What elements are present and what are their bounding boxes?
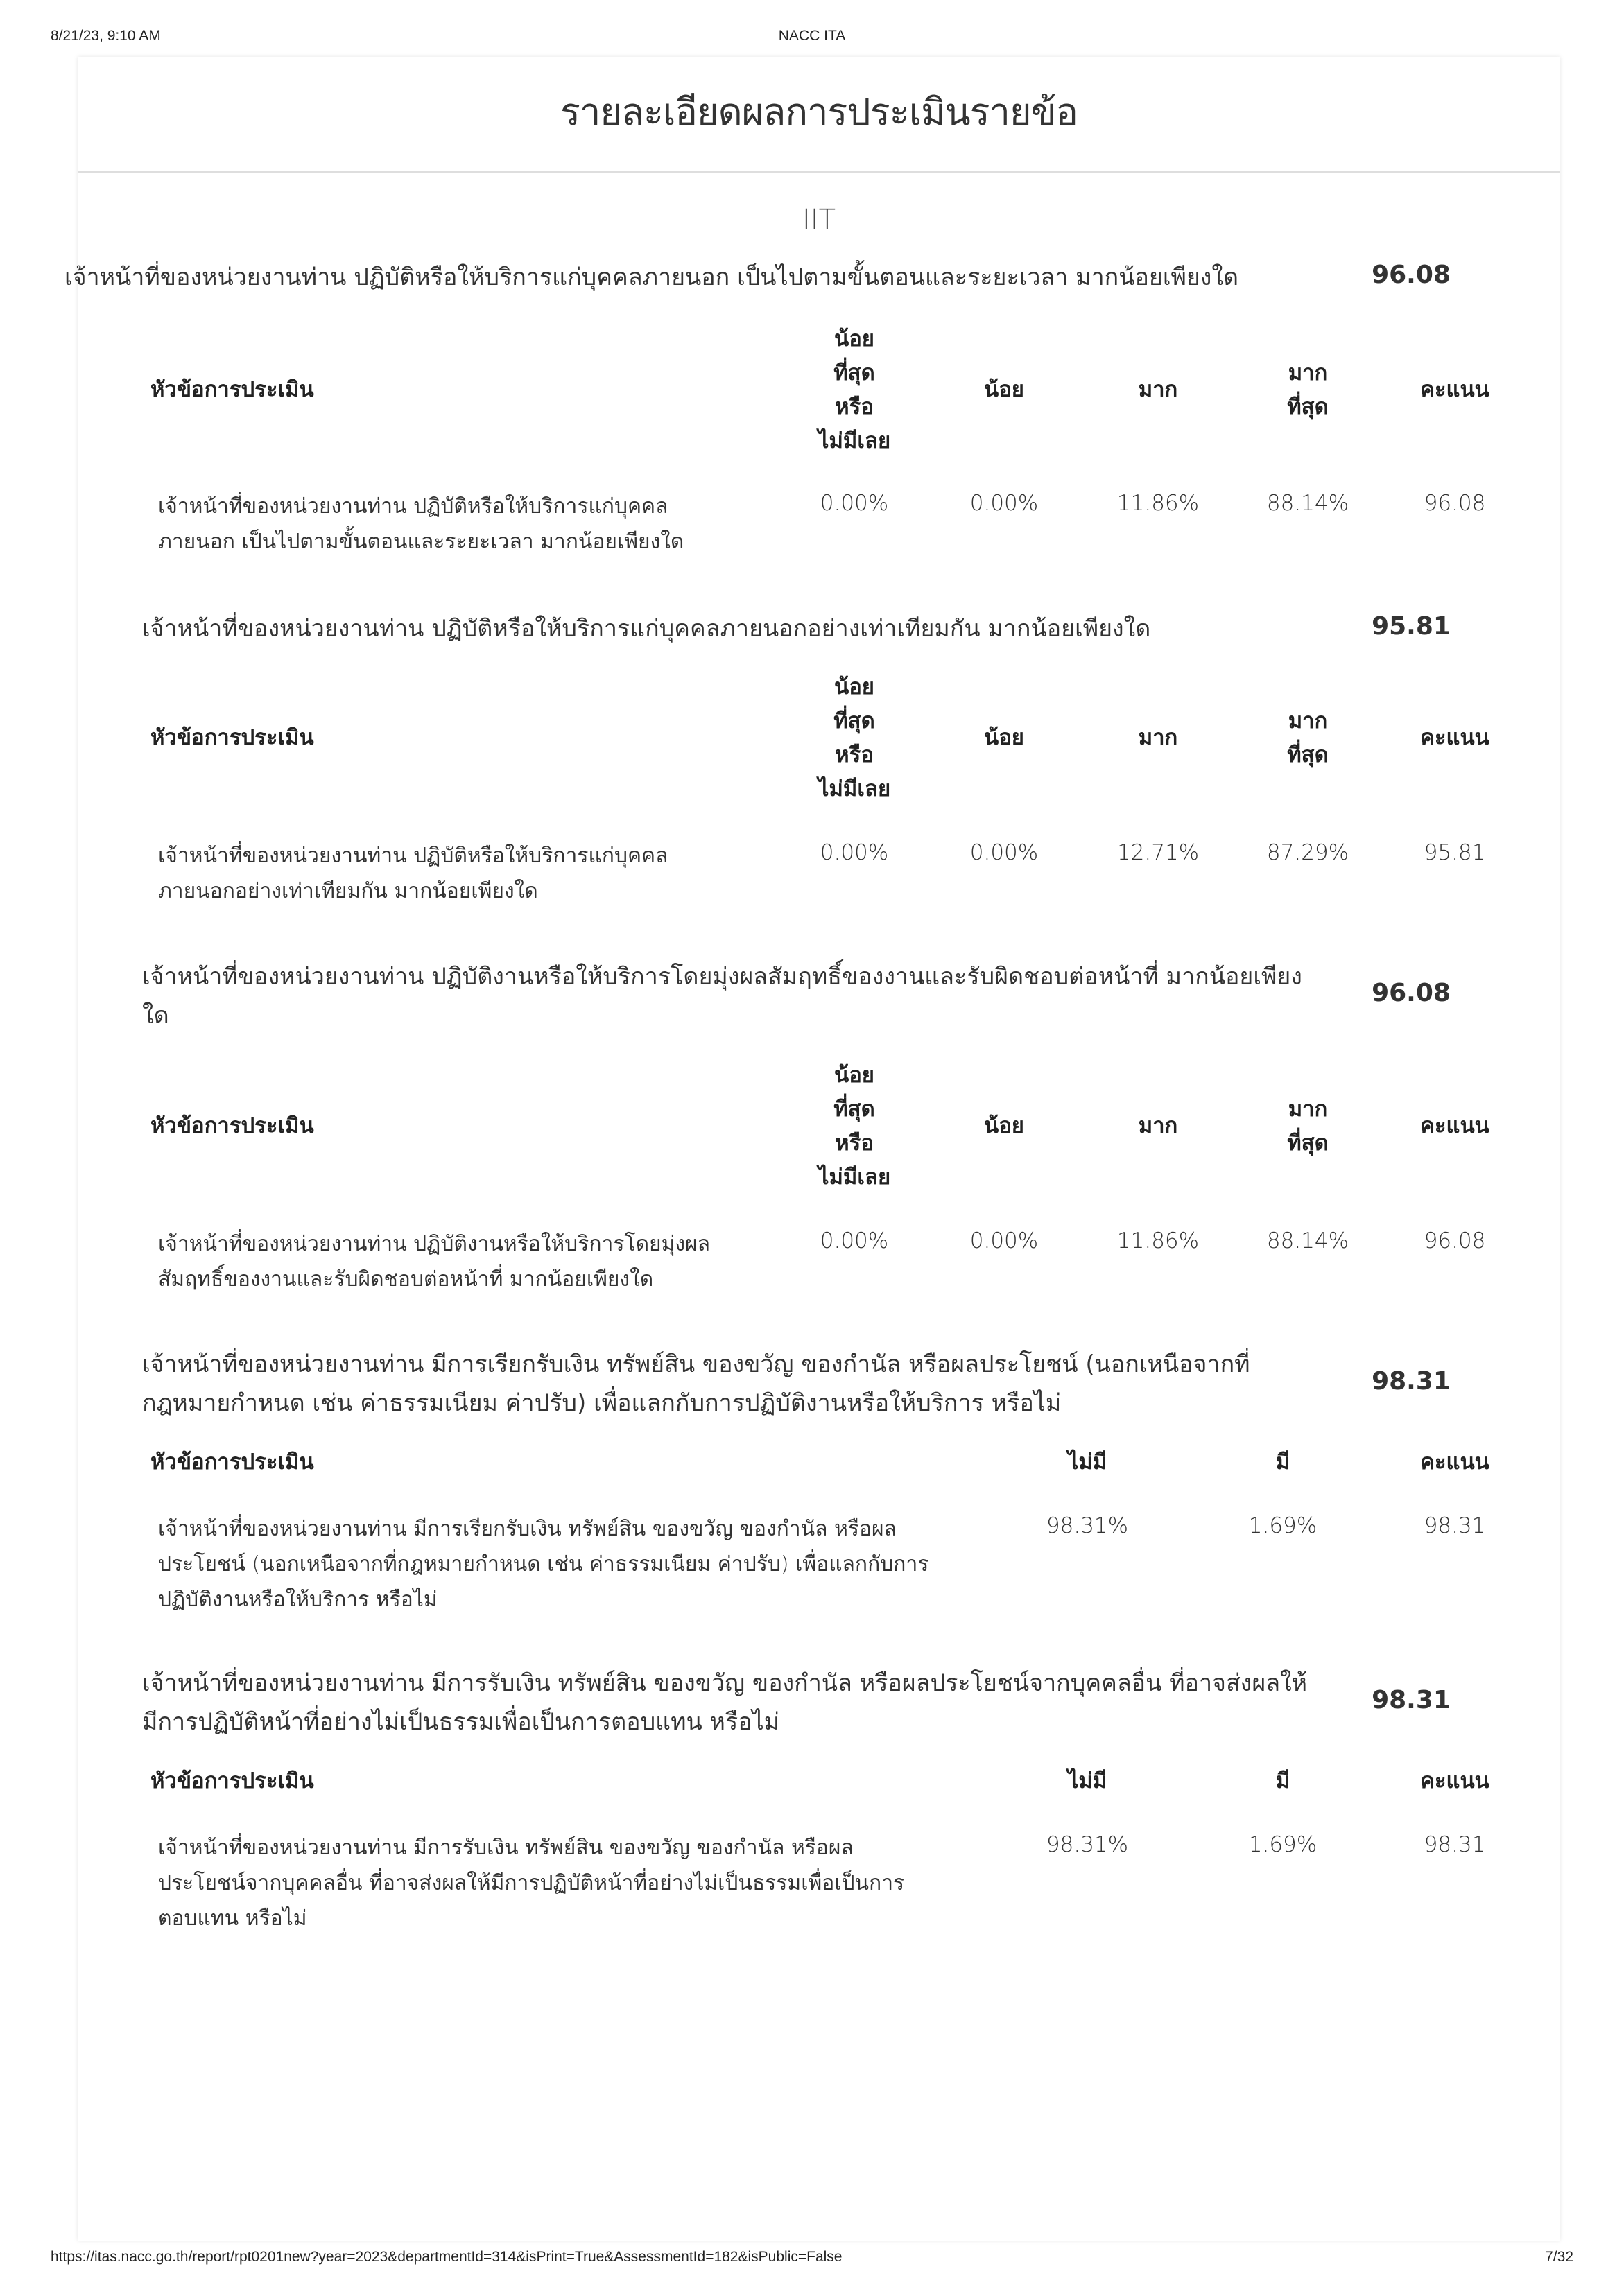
topic-header: หัวข้อการประเมิน: [150, 377, 314, 402]
page-title: รายละเอียดผลการประเมินรายข้อ: [560, 90, 1078, 134]
value-low: 0.00%: [969, 491, 1039, 516]
header-highest-line: ที่สุด: [1287, 394, 1329, 419]
header-high: มาก: [1138, 1113, 1178, 1138]
header-high: มาก: [1138, 377, 1178, 402]
value-low: 0.00%: [969, 840, 1039, 865]
row-topic: [158, 1226, 710, 1297]
row-topic: [158, 1830, 904, 1936]
row-topic-line: ภายนอก เป็นไปตามขั้นตอนและระยะเวลา มากน้อยเพียงใด: [158, 530, 684, 554]
header-least-line: หรือ: [835, 1131, 874, 1156]
value-least: 0.00%: [820, 840, 889, 865]
header-least-line: ที่สุด: [833, 708, 875, 733]
value-score: 95.81: [1424, 840, 1486, 865]
section-title-line: เจ้าหน้าที่ของหน่วยงานท่าน มีการเรียกรับเงิน ทรัพย์สิน ของขวัญ ของกำนัล หรือผลประโยชน์ (นอกเหนือจากที่: [142, 1350, 1250, 1378]
value-highest: 87.29%: [1266, 840, 1349, 865]
header-least-line: ไม่มีเลย: [818, 776, 891, 801]
header-least-line: น้อย: [834, 675, 874, 699]
header-no: ไม่มี: [1067, 1450, 1107, 1475]
row-topic-line: ตอบแทน หรือไม่: [158, 1906, 307, 1931]
header-no: ไม่มี: [1067, 1768, 1107, 1793]
value-high: 11.86%: [1116, 491, 1200, 516]
print-url: https://itas.nacc.go.th/report/rpt0201new?year=2023&departmentId=314&isPrint=True&AssessmentId=182&isPublic=False: [51, 2249, 843, 2265]
row-topic-line: เจ้าหน้าที่ของหน่วยงานท่าน ปฏิบัติงานหรือให้บริการโดยมุ่งผล: [158, 1232, 711, 1256]
row-topic: [158, 838, 668, 909]
topic-header: หัวข้อการประเมิน: [150, 725, 314, 750]
section-score: 95.81: [1372, 612, 1451, 641]
header-highest: [1232, 704, 1384, 772]
topic-header: หัวข้อการประเมิน: [150, 1113, 314, 1138]
header-least: [778, 322, 931, 458]
header-highest-line: ที่สุด: [1287, 742, 1329, 767]
print-title: NACC ITA: [778, 28, 846, 44]
row-topic-line: เจ้าหน้าที่ของหน่วยงานท่าน ปฏิบัติหรือให้บริการแก่บุคคล: [158, 844, 668, 868]
header-score: คะแนน: [1420, 1450, 1489, 1475]
header-low: น้อย: [984, 377, 1024, 402]
header-least-line: น้อย: [834, 1063, 874, 1088]
print-datetime: 8/21/23, 9:10 AM: [51, 28, 161, 44]
row-topic-line: เจ้าหน้าที่ของหน่วยงานท่าน มีการเรียกรับเงิน ทรัพย์สิน ของขวัญ ของกำนัล หรือผล: [158, 1517, 897, 1541]
row-topic-line: ประโยชน์ (นอกเหนือจากที่กฎหมายกำหนด เช่น ค่าธรรมเนียม ค่าปรับ) เพื่อแลกกับการ: [158, 1552, 929, 1576]
section-title-line: เจ้าหน้าที่ของหน่วยงานท่าน มีการรับเงิน ทรัพย์สิน ของขวัญ ของกำนัล หรือผลประโยชน์จากบุคคลอื่น ที่อาจส่งผลให้: [142, 1669, 1308, 1697]
row-topic: [158, 489, 684, 559]
topic-header: หัวข้อการประเมิน: [150, 1450, 314, 1475]
value-score: 98.31: [1424, 1513, 1486, 1538]
header-highest-line: ที่สุด: [1287, 1131, 1329, 1156]
section-title-line: เจ้าหน้าที่ของหน่วยงานท่าน ปฏิบัติงานหรือให้บริการโดยมุ่งผลสัมฤทธิ์ของงานและรับผิดชอบต่อหน้าที่ มากน้อยเพียง: [142, 963, 1302, 991]
value-highest: 88.14%: [1266, 1228, 1349, 1253]
header-highest-line: มาก: [1288, 360, 1328, 385]
value-no: 98.31%: [1046, 1513, 1129, 1538]
header-highest: [1232, 1093, 1384, 1160]
section-title-line: มีการปฏิบัติหน้าที่อย่างไม่เป็นธรรมเพื่อเป็นการตอบแทน หรือไม่: [142, 1708, 780, 1736]
value-high: 11.86%: [1116, 1228, 1200, 1253]
print-page-number: 7/32: [1545, 2249, 1573, 2265]
section-title: [142, 1664, 1446, 1741]
row-topic-line: สัมฤทธิ์ของงานและรับผิดชอบต่อหน้าที่ มากน้อยเพียงใด: [158, 1267, 654, 1292]
section-score: 98.31: [1372, 1686, 1451, 1714]
header-highest-line: มาก: [1288, 708, 1328, 733]
header-least: [778, 670, 931, 806]
header-least-line: ที่สุด: [833, 1097, 875, 1122]
value-yes: 1.69%: [1248, 1513, 1318, 1538]
row-topic-line: ปฏิบัติงานหรือให้บริการ หรือไม่: [158, 1588, 438, 1612]
section-title: เจ้าหน้าที่ของหน่วยงานท่าน ปฏิบัติหรือให้บริการแก่บุคคลภายนอกอย่างเท่าเทียมกัน มากน้อยเพียงใด: [142, 615, 1151, 643]
section-title: [142, 1345, 1446, 1423]
header-score: คะแนน: [1420, 377, 1489, 402]
value-least: 0.00%: [820, 491, 889, 516]
header-highest-line: มาก: [1288, 1097, 1328, 1122]
header-highest: [1232, 356, 1384, 424]
section-title: เจ้าหน้าที่ของหน่วยงานท่าน ปฏิบัติหรือให้บริการแก่บุคคลภายนอก เป็นไปตามขั้นตอนและระยะเวลา มากน้อยเพียงใด: [64, 263, 1239, 291]
row-topic: [158, 1511, 928, 1617]
header-score: คะแนน: [1420, 1113, 1489, 1138]
header-score: คะแนน: [1420, 725, 1489, 750]
header-least-line: หรือ: [835, 742, 874, 767]
section-score: 96.08: [1372, 979, 1451, 1007]
header-score: คะแนน: [1420, 1768, 1489, 1793]
header-low: น้อย: [984, 725, 1024, 750]
value-high: 12.71%: [1116, 840, 1200, 865]
value-least: 0.00%: [820, 1228, 889, 1253]
value-score: 96.08: [1424, 491, 1486, 516]
row-topic-line: เจ้าหน้าที่ของหน่วยงานท่าน มีการรับเงิน ทรัพย์สิน ของขวัญ ของกำนัล หรือผล: [158, 1836, 854, 1860]
header-low: น้อย: [984, 1113, 1024, 1138]
section-score: 96.08: [1372, 261, 1451, 289]
value-yes: 1.69%: [1248, 1832, 1318, 1857]
section-score: 98.31: [1372, 1367, 1451, 1395]
header-least-line: ไม่มีเลย: [818, 428, 891, 453]
header-yes: มี: [1275, 1450, 1290, 1475]
row-topic-line: ภายนอกอย่างเท่าเทียมกัน มากน้อยเพียงใด: [158, 879, 538, 903]
value-low: 0.00%: [969, 1228, 1039, 1253]
value-score: 98.31: [1424, 1832, 1486, 1857]
section-title: [142, 957, 1446, 1035]
value-highest: 88.14%: [1266, 491, 1349, 516]
section-title-line: ใด: [142, 1002, 169, 1029]
row-topic-line: ประโยชน์จากบุคคลอื่น ที่อาจส่งผลให้มีการปฏิบัติหน้าที่อย่างไม่เป็นธรรมเพื่อเป็นการ: [158, 1871, 905, 1895]
card-header: [78, 57, 1560, 173]
header-least-line: ไม่มีเลย: [818, 1165, 891, 1190]
header-least: [778, 1059, 931, 1194]
header-least-line: หรือ: [835, 394, 874, 419]
header-least-line: น้อย: [834, 327, 874, 351]
header-high: มาก: [1138, 725, 1178, 750]
department-name: IIT: [802, 204, 836, 236]
topic-header: หัวข้อการประเมิน: [150, 1768, 314, 1793]
header-yes: มี: [1275, 1768, 1290, 1793]
header-least-line: ที่สุด: [833, 360, 875, 385]
value-no: 98.31%: [1046, 1832, 1129, 1857]
row-topic-line: เจ้าหน้าที่ของหน่วยงานท่าน ปฏิบัติหรือให้บริการแก่บุคคล: [158, 494, 668, 519]
section-title-line: กฎหมายกำหนด เช่น ค่าธรรมเนียม ค่าปรับ) เพื่อแลกกับการปฏิบัติงานหรือให้บริการ หรือไม่: [142, 1389, 1062, 1417]
value-score: 96.08: [1424, 1228, 1486, 1253]
